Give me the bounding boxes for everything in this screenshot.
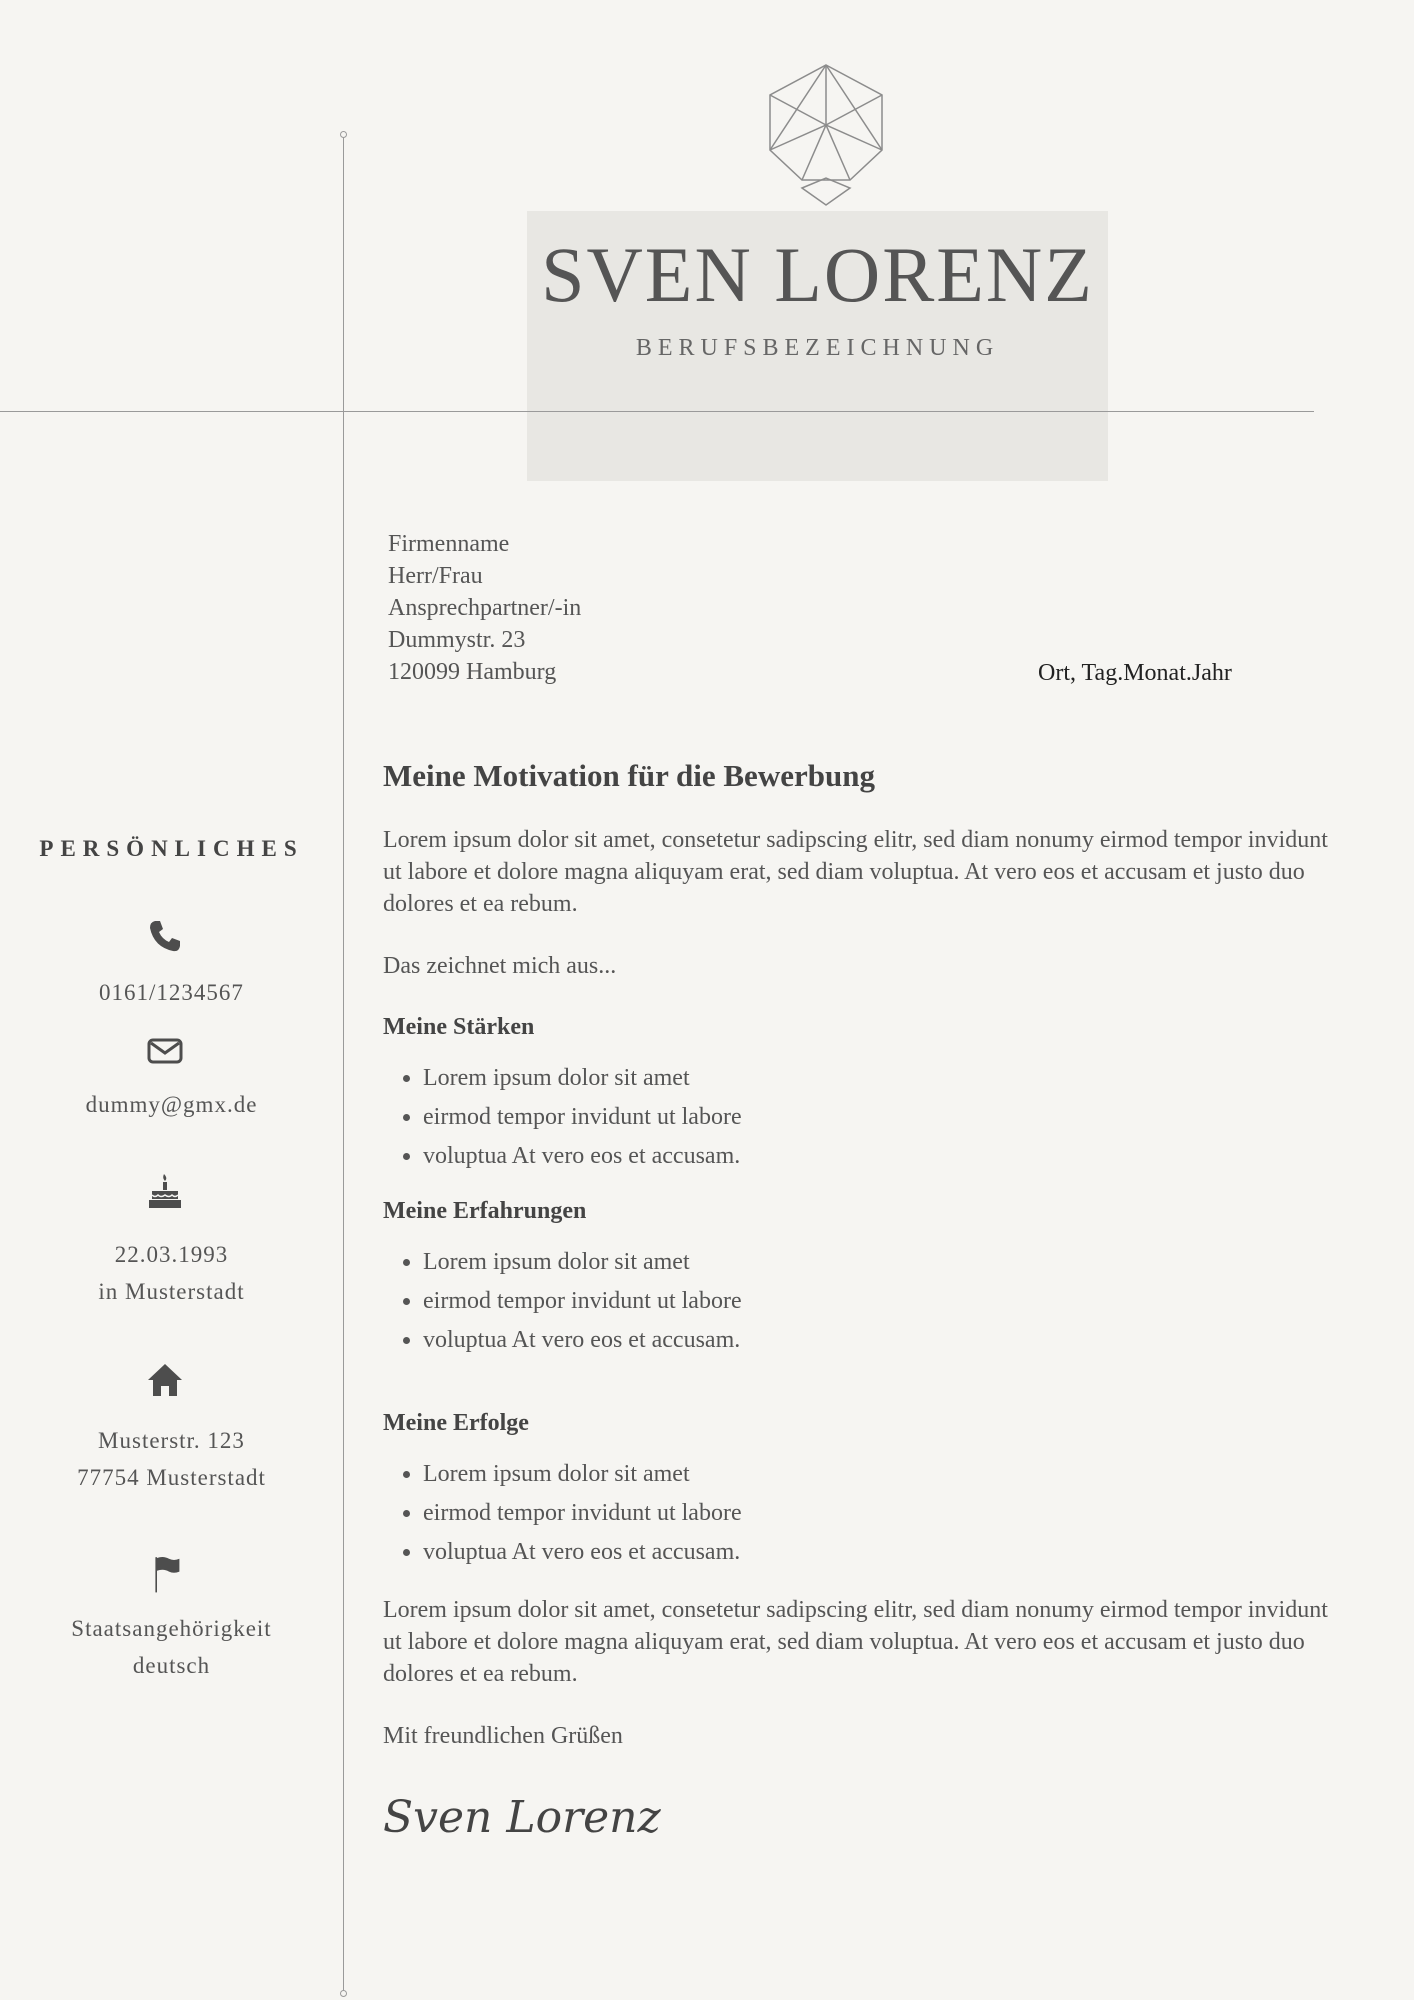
email-address: dummy@gmx.de [85,1092,258,1117]
birth-place: in Musterstadt [98,1279,245,1304]
handwritten-signature: Sven Lorenz [383,1792,661,1843]
achievements-list [383,1455,1343,1572]
home-icon [145,1360,185,1400]
divider-dot-bottom [340,1990,347,1997]
section-heading-achievements: Meine Erfolge [383,1410,529,1436]
phone-number: 0161/1234567 [99,980,244,1005]
vertical-divider [343,135,344,1995]
flag-icon [145,1554,185,1594]
lead-sentence: Das zeichnet mich aus... [383,953,617,979]
cake-icon [145,1172,185,1212]
recipient-salutation: Herr/Frau [388,563,483,589]
envelope-icon [145,1032,185,1072]
crystal-logo-icon [765,60,887,208]
list-item: • eirmod tempor invidunt ut labore [423,1494,1343,1533]
intro-paragraph: Lorem ipsum dolor sit amet, consetetur sadipscing elitr, sed diam nonumy eirmod tempor invidunt ut labore et dolore magna aliquyam erat, sed diam voluptua. At vero eos et accusam et justo duo dolores et ea rebum. [383,827,1328,917]
nationality-value: deutsch [132,1653,211,1678]
recipient-company: Firmenname [388,531,510,557]
birth-date: 22.03.1993 [114,1242,229,1267]
letter-subject: Meine Motivation für die Bewerbung [383,758,875,793]
divider-dot-top [340,131,347,138]
section-heading-strengths: Meine Stärken [383,1014,535,1040]
phone-icon [145,916,185,956]
list-item: • voluptua At vero eos et accusam. [423,1533,1343,1572]
letter-body [383,758,1343,1843]
section-heading-experience: Meine Erfahrungen [383,1198,587,1224]
nationality-label: Staatsangehörigkeit [71,1616,272,1641]
recipient-street: Dummystr. 23 [388,627,526,653]
letter-date: Ort, Tag.Monat.Jahr [1038,660,1232,686]
strengths-list [383,1059,1343,1176]
list-item: • Lorem ipsum dolor sit amet [423,1059,1343,1098]
list-item: • Lorem ipsum dolor sit amet [423,1455,1343,1494]
applicant-name: SVEN LORENZ [541,231,1094,318]
list-item: • voluptua At vero eos et accusam. [423,1321,1343,1360]
list-item: • voluptua At vero eos et accusam. [423,1137,1343,1176]
recipient-address [388,528,581,688]
list-item: • Lorem ipsum dolor sit amet [423,1243,1343,1282]
outro-paragraph: Lorem ipsum dolor sit amet, consetetur sadipscing elitr, sed diam nonumy eirmod tempor invidunt ut labore et dolore magna aliquyam erat, sed diam voluptua. At vero eos et accusam et justo duo dolores et ea rebum. [383,1597,1328,1687]
sidebar-heading: PERSÖNLICHES [39,836,304,861]
list-item: • eirmod tempor invidunt ut labore [423,1098,1343,1137]
recipient-city: 120099 Hamburg [388,659,557,685]
horizontal-divider [0,411,1314,412]
closing-greeting: Mit freundlichen Grüßen [383,1723,623,1749]
recipient-contact: Ansprechpartner/-in [388,595,582,621]
city-address: 77754 Musterstadt [77,1465,266,1490]
experience-list [383,1243,1343,1360]
street-address: Musterstr. 123 [98,1428,245,1453]
list-item: • eirmod tempor invidunt ut labore [423,1282,1343,1321]
job-title: BERUFSBEZEICHNUNG [635,335,1000,361]
